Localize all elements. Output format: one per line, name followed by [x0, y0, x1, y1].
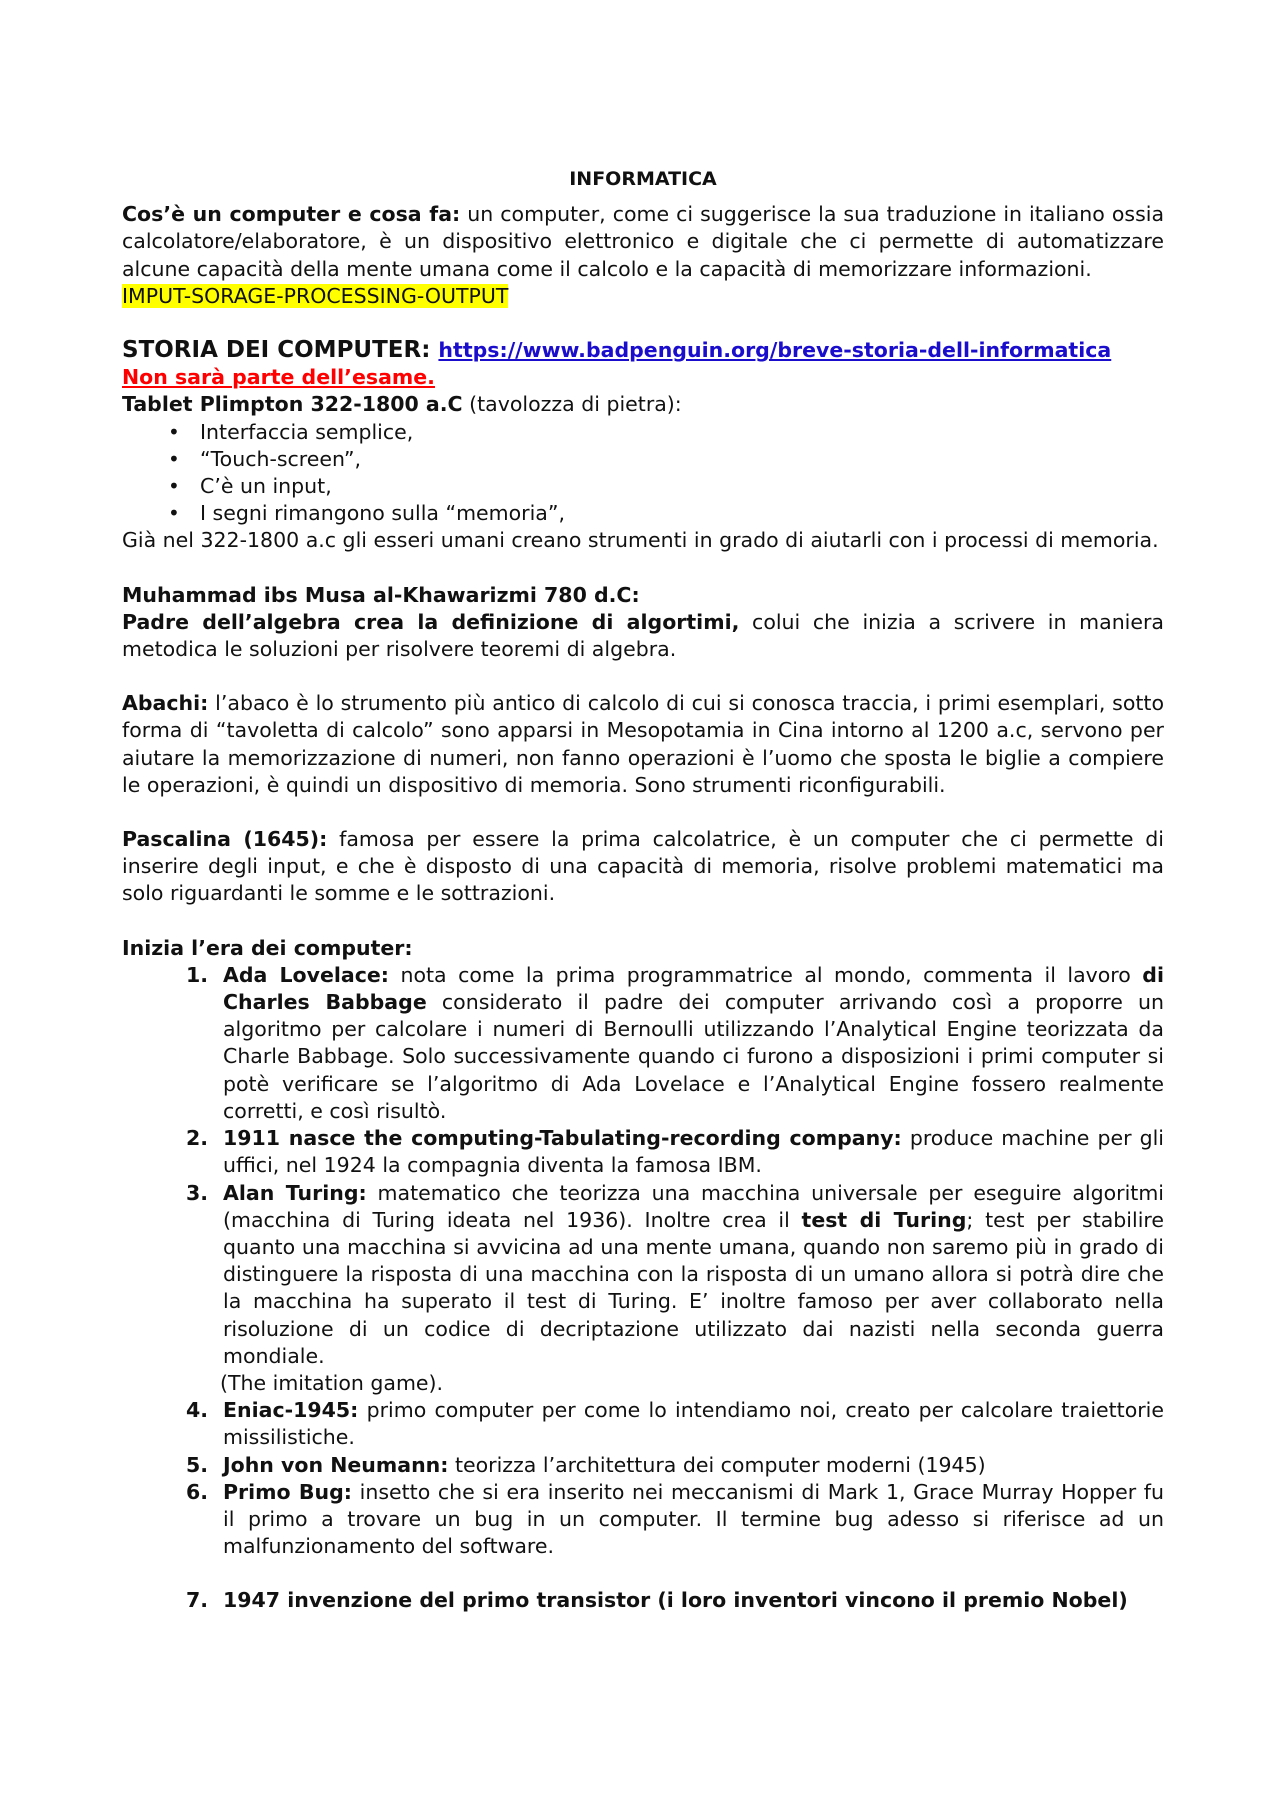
item-text: produce machine per gli uffici, nel 1924 la compagnia diventa la famosa IBM. — [223, 1126, 1164, 1178]
khawarizmi-text: colui che inizia a scrivere in maniera metodica le soluzioni per risolvere teoremi di algebra. — [122, 609, 1164, 662]
exam-note: Non sarà parte dell’esame. — [122, 365, 435, 390]
document-title: INFORMATICA — [569, 168, 717, 190]
item-number: 6. — [186, 1479, 209, 1504]
spacer — [122, 555, 1164, 582]
storia-heading-line — [122, 337, 1164, 364]
document-page — [122, 166, 1164, 1615]
exam-note-line — [122, 364, 1164, 391]
imitation-game-note: (The imitation game). — [220, 1370, 444, 1395]
list-item: • C’è un input, — [200, 473, 1164, 500]
era-numbered-list — [122, 962, 1164, 1370]
item-text: insetto che si era inserito nei meccanismi di Mark 1, Grace Murray Hopper fu il primo a trovare un bug in un computer. Il termine bug adesso si riferisce ad un malfunzionamento del software. — [223, 1479, 1164, 1559]
pascalina-paragraph — [122, 826, 1164, 908]
item-number: 3. — [186, 1180, 209, 1205]
intro-label: Cos’è un computer e cosa fa: — [122, 202, 461, 227]
item-text: primo computer per come lo intendiamo noi, creato per calcolare traiettorie missilistiche. — [223, 1398, 1164, 1450]
storia-heading: STORIA DEI COMPUTER: — [122, 337, 439, 364]
storia-link[interactable]: https://www.badpenguin.org/breve-storia-dell-informatica — [438, 338, 1112, 363]
item-label: John von Neumann: — [223, 1452, 449, 1477]
item-text: ; test per stabilire quanto una macchina si avvicina ad una mente umana, quando non saremo più in grado di distinguere la risposta di una macchina con la risposta di un umano allora si potrà dire che la macchina ha superato il test di Turing. E’ inoltre famoso per aver collaborato nella risoluzione di un codice di decriptazione utilizzato dai nazisti nella seconda guerra mondiale. — [223, 1207, 1164, 1368]
item-label: 1911 nasce the computing-Tabulating-recording company: — [223, 1126, 902, 1151]
item-text: teorizza l’architettura dei computer moderni (1945) — [448, 1452, 986, 1477]
item-bold-text: di Charles Babbage — [223, 962, 1164, 1015]
list-item: • I segni rimangono sulla “memoria”, — [200, 500, 1164, 527]
list-item: • Interfaccia semplice, — [200, 419, 1164, 446]
list-item — [186, 1397, 1164, 1451]
khawarizmi-heading — [122, 582, 1164, 609]
item-number: 7. — [186, 1588, 209, 1613]
tablet-heading — [122, 391, 1164, 418]
list-item — [186, 1479, 1164, 1561]
item-number: 4. — [186, 1398, 209, 1423]
item-number: 5. — [186, 1452, 209, 1477]
era-numbered-list-final — [122, 1587, 1164, 1614]
item-label: Alan Turing: — [223, 1180, 367, 1205]
spacer — [122, 799, 1164, 826]
spacer — [122, 310, 1164, 337]
tablet-bullet-list — [122, 419, 1164, 528]
tablet-after-paragraph: Già nel 322-1800 a.c gli esseri umani creano strumenti in grado di aiutarli con i processi di memoria. — [122, 528, 1159, 553]
item-bold-text: test di Turing — [801, 1207, 967, 1232]
pascalina-text: famosa per essere la prima calcolatrice, è un computer che ci permette di inserire degli input, e che è disposto di una capacità di memoria, risolve problemi matematici ma solo riguardanti le somme e le sottrazioni. — [122, 827, 1165, 906]
item-number: 2. — [186, 1126, 209, 1151]
spacer — [122, 663, 1164, 690]
list-item — [186, 1180, 1164, 1370]
khawarizmi-label: Padre dell’algebra crea la definizione di algortimi, — [122, 609, 740, 634]
abachi-label: Abachi: — [122, 691, 209, 716]
list-item — [186, 962, 1165, 1125]
highlighted-keywords: IMPUT-SORAGE-PROCESSING-OUTPUT — [122, 283, 509, 308]
era-heading — [122, 935, 1164, 962]
list-item: • “Touch-screen”, — [200, 446, 1164, 473]
list-item — [186, 1452, 1164, 1479]
item-label: 1947 invenzione del primo transistor (i loro inventori vincono il premio Nobel) — [223, 1588, 1128, 1613]
tablet-label: Tablet Plimpton 322-1800 a.C — [122, 392, 463, 417]
intro-highlight-line — [122, 283, 1164, 310]
item-number: 1. — [186, 962, 209, 987]
spacer — [122, 908, 1164, 935]
abachi-text: l’abaco è lo strumento più antico di calcolo di cui si conosca traccia, i primi esemplari, sotto forma di “tavoletta di calcolo” sono apparsi in Mesopotamia in Cina intorno al 1200 a.c, servono per aiutare la memorizzazione di numeri, non fanno operazioni è l’uomo che sposta le biglie a compiere le operazioni, è quindi un dispositivo di memoria. Sono strumenti riconfigurabili. — [122, 691, 1164, 797]
item-text: nota come la prima programmatrice al mondo, commenta il lavoro — [389, 962, 1143, 987]
khawarizmi-heading-text: Muhammad ibs Musa al-Khawarizmi 780 d.C: — [122, 582, 640, 607]
abachi-paragraph — [122, 690, 1164, 799]
era-heading-text: Inizia l’era dei computer: — [122, 935, 413, 960]
item-label: Eniac-1945: — [223, 1398, 359, 1423]
item-label: Ada Lovelace: — [223, 962, 389, 987]
list-item — [186, 1125, 1164, 1179]
pascalina-label: Pascalina (1645): — [122, 827, 328, 852]
khawarizmi-paragraph — [122, 609, 1164, 663]
list-item — [186, 1587, 1164, 1614]
item-text: matematico che teorizza una macchina universale per eseguire algoritmi (macchina di Turing ideata nel 1936). Inoltre crea il — [223, 1180, 1164, 1232]
tablet-text: (tavolozza di pietra): — [462, 392, 682, 417]
item-text: considerato il padre dei computer arrivando così a proporre un algoritmo per calcolare i numeri di Bernoulli utilizzando l’Analytical Engine teorizzata da Charle Babbage. Solo successivamente quando ci furono a disposizioni i primi computer si potè verificare se l’algoritmo di Ada Lovelace e l’Analytical Engine fossero realmente corretti, e così risultò. — [223, 990, 1165, 1123]
intro-paragraph — [122, 201, 1164, 283]
intro-text: un computer, come ci suggerisce la sua traduzione in italiano ossia calcolatore/elaboratore, è un dispositivo elettronico e digitale che ci permette di automatizzare alcune capacità della mente umana come il calcolo e la capacità di memorizzare informazioni. — [122, 202, 1165, 281]
item-label: Primo Bug: — [223, 1479, 352, 1504]
spacer — [122, 1560, 1164, 1587]
era-numbered-list-continued — [122, 1397, 1164, 1560]
